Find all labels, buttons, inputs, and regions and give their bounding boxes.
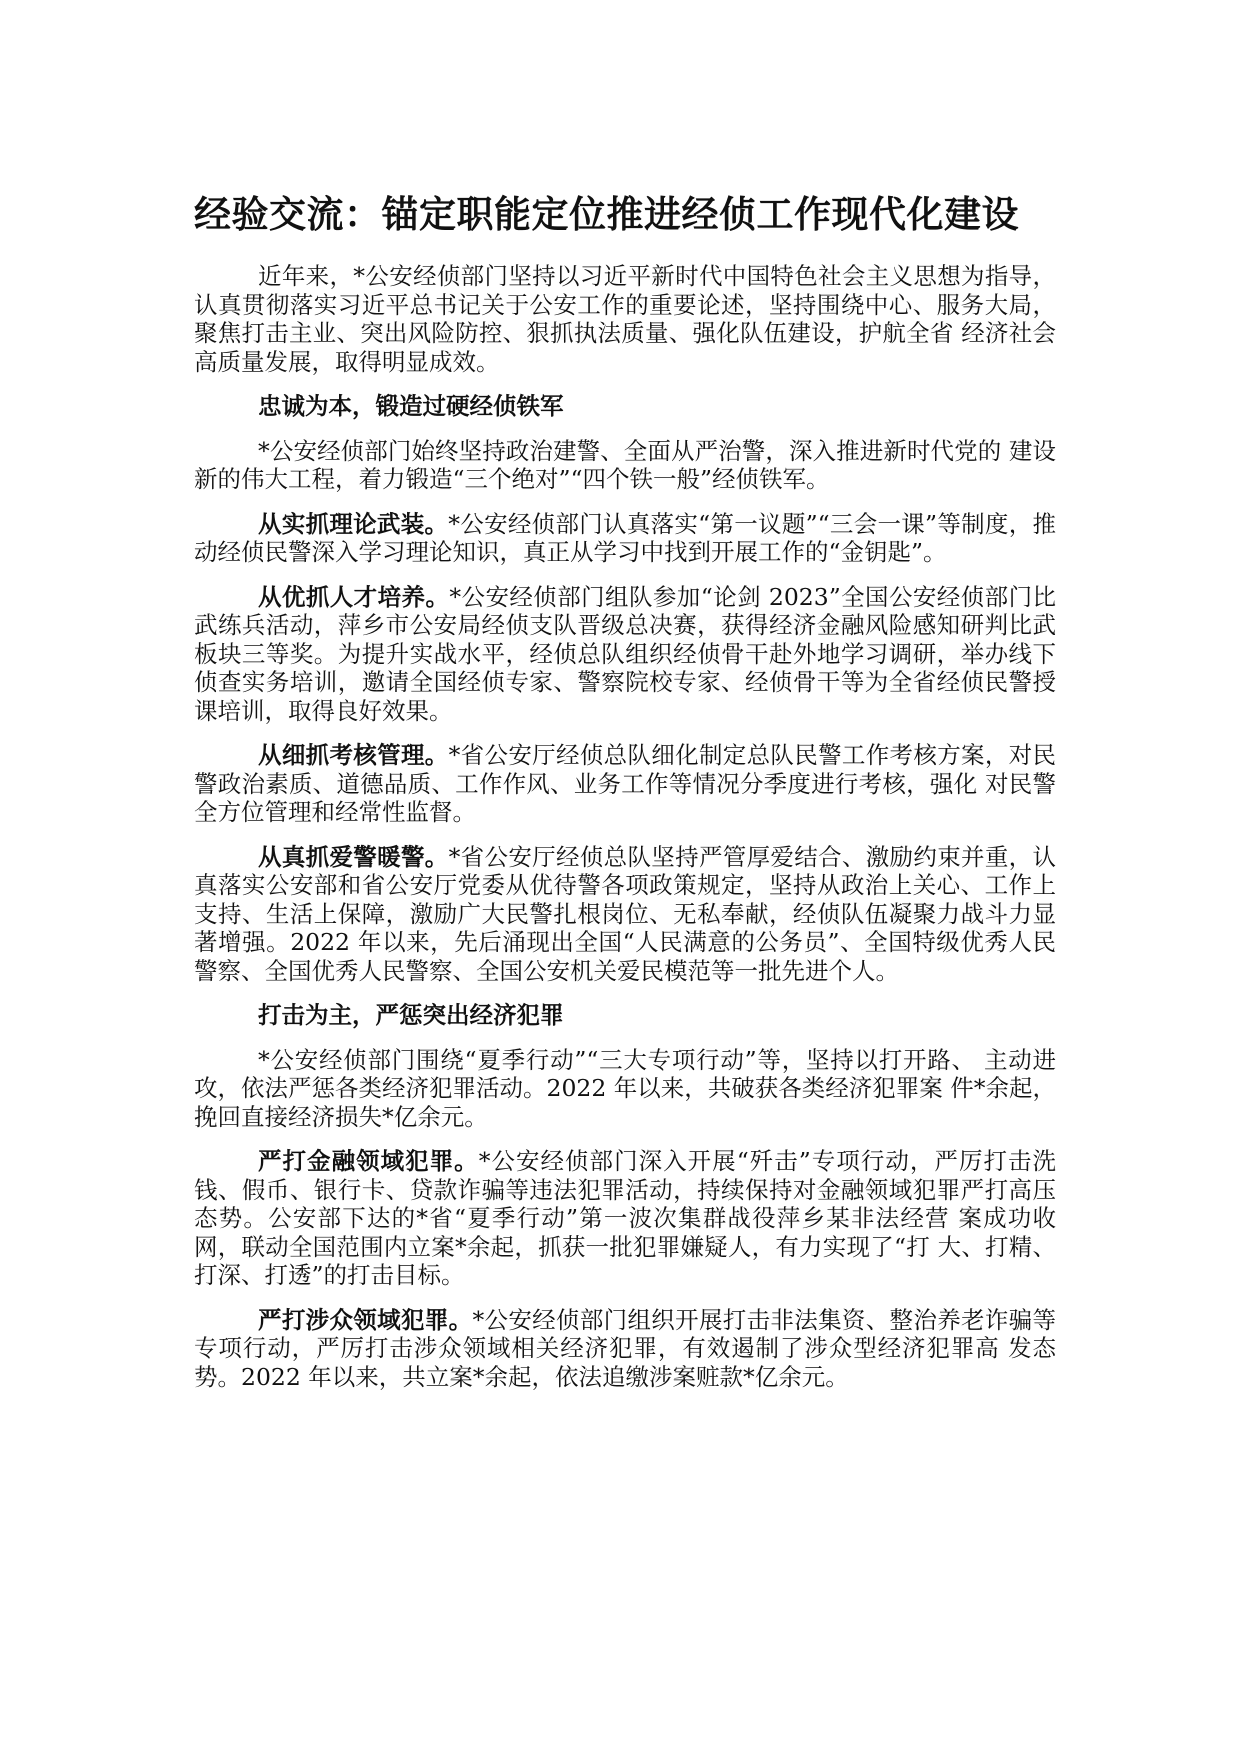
section-summary-crackdown: *公安经侦部门围绕“夏季行动”“三大专项行动”等，坚持以打开路、 主动进攻，依法严惩各类经济犯罪活动。2022 年以来，共破获各类经济犯罪案 件*余起，挽回直接经济损失*亿余元。: [194, 1045, 1056, 1131]
paragraph-body: *公安经侦部门组织开展打击非法集资、整治养老诈骗等专项行动，严厉打击涉众领域相关经济犯罪，有效遏制了涉众型经济犯罪高 发态势。2022 年以来，共立案*余起，依法追缴涉案赃款*亿余元。: [194, 1305, 1057, 1391]
paragraph-lead: 从实抓理论武装。: [258, 509, 449, 538]
paragraph-lead: 严打涉众领域犯罪。: [258, 1305, 473, 1334]
section-summary-loyalty: *公安经侦部门始终坚持政治建警、全面从严治警，深入推进新时代党的 建设新的伟大工程，着力锻造“三个绝对”“四个铁一般”经侦铁军。: [194, 436, 1056, 493]
paragraph-body: *省公安厅经侦总队细化制定总队民警工作考核方案，对民警政治素质、道德品质、工作作风、业务工作等情况分季度进行考核，强化 对民警全方位管理和经常性监督。: [194, 741, 1057, 826]
paragraph-body: *公安经侦部门组队参加“论剑 2023”全国公安经侦部门比武练兵活动，萍乡市公安局经侦支队晋级总决赛，获得经济金融风险感知研判比武板块三等奖。为提升实战水平，经侦总队组织经侦骨干赴外地学习调研，举办线下侦查实务培训，邀请全国经侦专家、警察院校专家、经侦骨干等为全省经侦民警授课培训，取得良好效果。: [194, 582, 1056, 725]
paragraph-assessment: [194, 741, 1056, 827]
paragraph-body: *公安经侦部门深入开展“歼击”专项行动，严厉打击洗钱、假币、银行卡、贷款诈骗等违法犯罪活动，持续保持对金融领域犯罪严打高压态势。公安部下达的*省“夏季行动”第一波次集群战役萍乡某非法经营 案成功收网，联动全国范围内立案*余起，抓获一批犯罪嫌疑人，有力实现了“打 大、打精、打深、打透”的打击目标。: [194, 1147, 1057, 1289]
paragraph-body: *公安经侦部门认真落实“第一议题”“三会一课”等制度，推动经侦民警深入学习理论知识，真正从学习中找到开展工作的“金钥匙”。: [194, 509, 1056, 566]
paragraph-lead: 从优抓人才培养。: [258, 582, 450, 611]
paragraph-care: [194, 843, 1056, 986]
section-heading-loyalty: 忠诚为本，锻造过硬经侦铁军: [258, 392, 564, 420]
paragraph-lead: 从真抓爱警暖警。: [258, 842, 449, 871]
paragraph-theory: [194, 510, 1056, 567]
section-heading-crackdown: 打击为主，严惩突出经济犯罪: [258, 1001, 564, 1029]
paragraph-body: *省公安厅经侦总队坚持严管厚爱结合、激励约束并重，认真落实公安部和省公安厅党委从优待警各项政策规定，坚持从政治上关心、工作上支持、生活上保障，激励广大民警扎根岗位、无私奉献，经侦队伍凝聚力战斗力显著增强。2022 年以来，先后涌现出全国“人民满意的公务员”、全国特级优秀人民警察、全国优秀人民警察、全国公安机关爱民模范等一批先进个人。: [194, 842, 1057, 985]
paragraph-financial-crime: [194, 1147, 1056, 1290]
paragraph-lead: 严打金融领域犯罪。: [258, 1147, 479, 1175]
paragraph-lead: 从细抓考核管理。: [258, 741, 449, 769]
intro-paragraph: 近年来，*公安经侦部门坚持以习近平新时代中国特色社会主义思想为指导，认真贯彻落实习近平总书记关于公安工作的重要论述，坚持围绕中心、服务大局，聚焦打击主业、突出风险防控、狠抓执法质量、强化队伍建设，护航全省 经济社会高质量发展，取得明显成效。: [194, 262, 1056, 376]
document-page: [194, 190, 1056, 1407]
paragraph-public-crime: [194, 1306, 1056, 1392]
document-title: 经验交流：锚定职能定位推进经侦工作现代化建设: [194, 192, 1019, 236]
paragraph-talent: [194, 583, 1056, 726]
